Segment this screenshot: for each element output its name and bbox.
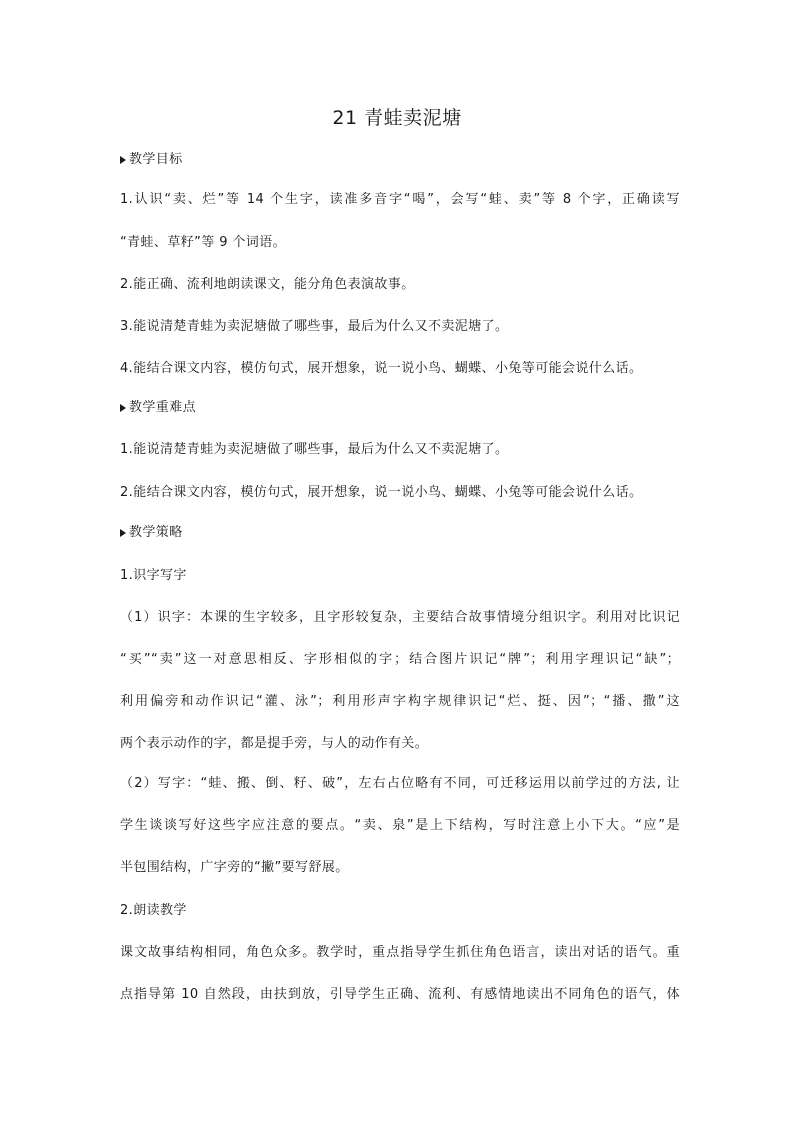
- section-heading-label: 教学重难点: [129, 400, 197, 415]
- reading-line-1: 课文故事结构相同，角色众多。教学时，重点指导学生抓住角色语言，读出对话的语气。重: [120, 945, 680, 960]
- section-heading-label: 教学策略: [129, 525, 183, 540]
- section-heading-goals: [120, 151, 680, 169]
- difficulty-2: 2.能结合课文内容，模仿句式，展开想象，说一说小鸟、蝴蝶、小兔等可能会说什么话。: [120, 485, 643, 500]
- goal-4: 4.能结合课文内容，模仿句式，展开想象，说一说小鸟、蝴蝶、小兔等可能会说什么话。: [120, 361, 643, 376]
- literacy-line-3: 利用偏旁和动作识记“灌、泳”；利用形声字构字规律识记“烂、挺、因”；“播、撒”这: [120, 694, 680, 709]
- section-heading-difficulties: [120, 399, 680, 417]
- triangle-bullet-icon: [120, 404, 126, 412]
- writing-line-1: （2）写字：“蛙、搬、倒、籽、破”，左右占位略有不同，可迁移运用以前学过的方法, 让: [120, 776, 680, 791]
- goal-1-line-1: 1.认识“卖、烂”等 14 个生字，读准多音字“喝”，会写“蛙、卖”等 8 个字，正确读写: [120, 192, 680, 207]
- triangle-bullet-icon: [120, 529, 126, 537]
- literacy-line-4: 两个表示动作的字，都是提手旁，与人的动作有关。: [120, 736, 429, 751]
- literacy-line-2: “买”“卖”这一对意思相反、字形相似的字；结合图片识记“牌”；利用字理识记“缺”；: [120, 652, 680, 667]
- page-title: 21 青蛙卖泥塘: [332, 107, 462, 129]
- goal-1-line-2: “青蛙、草籽”等 9 个词语。: [120, 235, 287, 250]
- writing-line-3: 半包围结构，广字旁的“撇”要写舒展。: [120, 860, 349, 875]
- reading-line-2: 点指导第 10 自然段，由扶到放，引导学生正确、流利、有感情地读出不同角色的语气，体: [120, 987, 680, 1002]
- section-heading-strategy: [120, 524, 680, 542]
- writing-line-2: 学生谈谈写好这些字应注意的要点。“卖、泉”是上下结构，写时注意上小下大。“应”是: [120, 818, 680, 833]
- strategy-subheading-literacy: 1.识字写字: [120, 568, 187, 583]
- goal-2: 2.能正确、流利地朗读课文，能分角色表演故事。: [120, 277, 415, 292]
- triangle-bullet-icon: [120, 156, 126, 164]
- section-heading-label: 教学目标: [129, 152, 183, 167]
- strategy-subheading-reading: 2.朗读教学: [120, 903, 187, 918]
- literacy-line-1: （1）识字：本课的生字较多，且字形较复杂，主要结合故事情境分组识字。利用对比识记: [120, 610, 680, 625]
- goal-3: 3.能说清楚青蛙为卖泥塘做了哪些事，最后为什么又不卖泥塘了。: [120, 319, 509, 334]
- difficulty-1: 1.能说清楚青蛙为卖泥塘做了哪些事，最后为什么又不卖泥塘了。: [120, 442, 509, 457]
